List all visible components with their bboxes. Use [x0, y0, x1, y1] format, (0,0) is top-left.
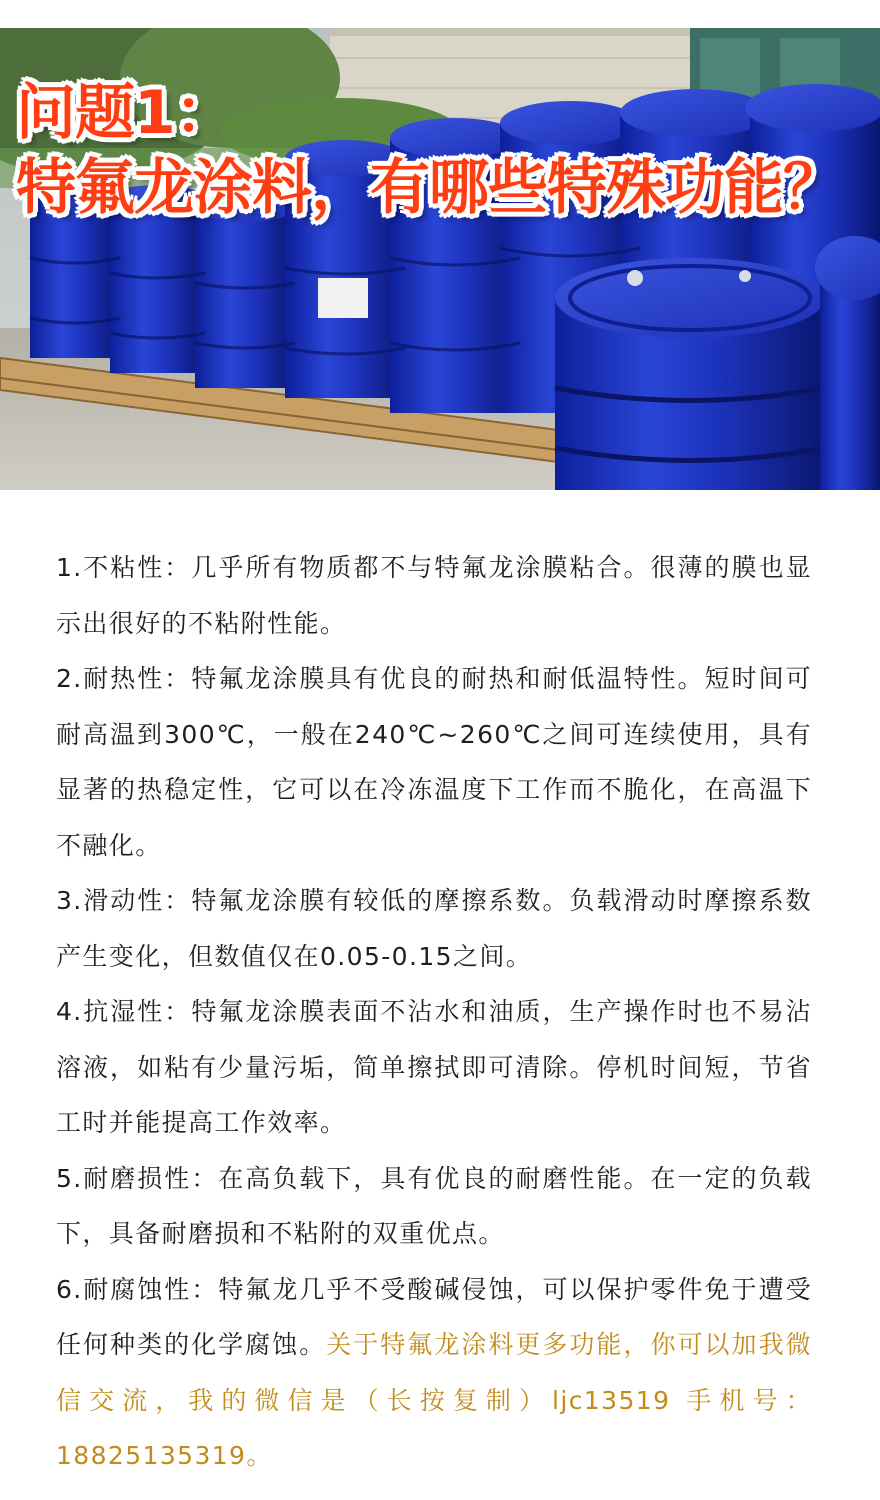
paragraph-corrosion-resistance [56, 1262, 812, 1484]
headline-title: 特氟龙涂料，有哪些特殊功能？ [16, 153, 842, 223]
paragraph-heat-resistance: 2.耐热性：特氟龙涂膜具有优良的耐热和耐低温特性。短时间可耐高温到300℃，一般在240℃~260℃之间可连续使用，具有显著的热稳定性，它可以在冷冻温度下工作而不脆化，在高温下不融化。 [56, 664, 812, 860]
hero-image [0, 28, 880, 490]
paragraph-sliding: 3.滑动性：特氟龙涂膜有较低的摩擦系数。负载滑动时摩擦系数产生变化，但数值仅在0.05-0.15之间。 [56, 886, 812, 971]
article-body [56, 540, 812, 1484]
paragraph-non-stick: 1.不粘性：几乎所有物质都不与特氟龙涂膜粘合。很薄的膜也显示出很好的不粘附性能。 [56, 553, 812, 638]
paragraph-corrosion-text: 6.耐腐蚀性：特氟龙几乎不受酸碱侵蚀，可以保护零件免于遭受任何种类的化学腐蚀。 [56, 1274, 812, 1359]
headline-question-number: 问题1： [16, 78, 234, 148]
paragraph-moisture-resistance: 4.抗湿性：特氟龙涂膜表面不沾水和油质，生产操作时也不易沾溶液，如粘有少量污垢，简单擦拭即可清除。停机时间短，节省工时并能提高工作效率。 [56, 997, 812, 1137]
contact-highlight: 关于特氟龙涂料更多功能，你可以加我微信交流，我的微信是（长按复制）ljc13519 手机号：18825135319。 [56, 1330, 812, 1470]
paragraph-wear-resistance: 5.耐磨损性：在高负载下，具有优良的耐磨性能。在一定的负载下，具备耐磨损和不粘附的双重优点。 [56, 1163, 812, 1248]
